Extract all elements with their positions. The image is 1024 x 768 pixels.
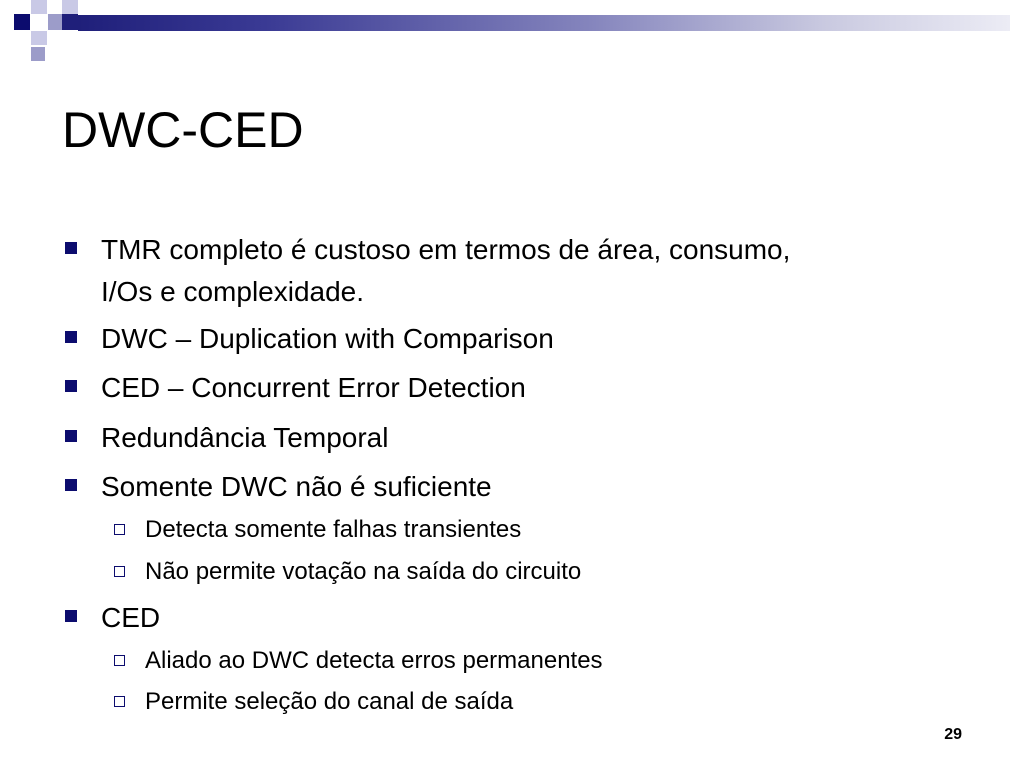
slide-title: DWC-CED <box>62 102 304 158</box>
bullet-item <box>101 418 388 458</box>
bullet-item <box>101 230 790 270</box>
bullet-item <box>101 368 526 408</box>
sub-bullet-text: Permite seleção do canal de saída <box>145 688 514 715</box>
sub-bullet-text: Aliado ao DWC detecta erros permanentes <box>145 647 603 674</box>
bullet-item <box>101 319 554 359</box>
page-number: 29 <box>944 726 962 743</box>
hollow-square-bullet-icon <box>114 655 125 666</box>
bullet-item <box>101 467 492 507</box>
hollow-square-bullet-icon <box>114 524 125 535</box>
sub-bullet-text: Detecta somente falhas transientes <box>145 516 522 543</box>
hollow-square-bullet-icon <box>114 566 125 577</box>
sub-bullet-item <box>145 686 513 718</box>
sub-bullet-item <box>145 514 521 546</box>
hollow-square-bullet-icon <box>114 696 125 707</box>
sub-bullet-text: Não permite votação na saída do circuito <box>145 558 582 585</box>
bullet-text: CED <box>101 602 161 633</box>
bullet-text: I/Os e complexidade. <box>101 276 365 307</box>
sub-bullet-item <box>145 645 603 677</box>
sub-bullet-item <box>145 556 581 588</box>
bullet-text: TMR completo é custoso em termos de área, consumo, <box>101 234 791 265</box>
square-bullet-icon <box>65 610 77 622</box>
square-bullet-icon <box>65 331 77 343</box>
bullet-text: DWC – Duplication with Comparison <box>101 323 554 354</box>
square-bullet-icon <box>65 242 77 254</box>
bullet-item-continuation <box>101 272 364 312</box>
square-bullet-icon <box>65 479 77 491</box>
bullet-text: Redundância Temporal <box>101 422 389 453</box>
square-bullet-icon <box>65 430 77 442</box>
bullet-text: Somente DWC não é suficiente <box>101 471 492 502</box>
bullet-item <box>101 598 160 638</box>
square-bullet-icon <box>65 380 77 392</box>
bullet-text: CED – Concurrent Error Detection <box>101 372 526 403</box>
